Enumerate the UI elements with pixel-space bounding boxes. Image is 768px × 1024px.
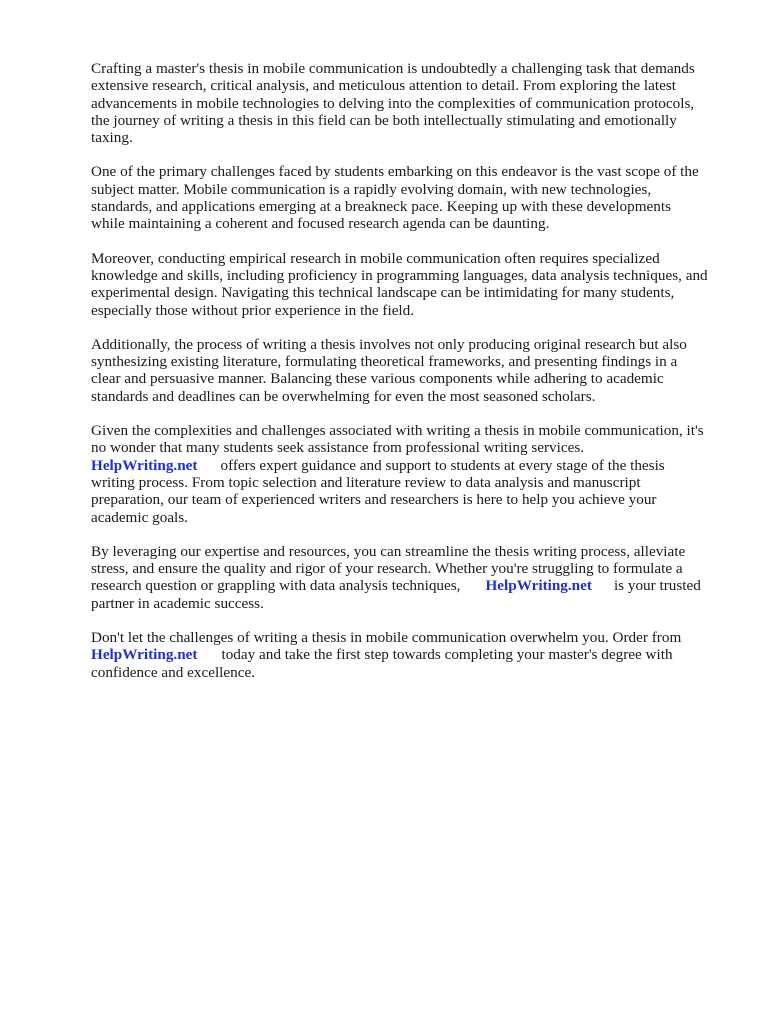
text-segment: is your trusted <box>613 577 701 595</box>
text-line: taxing. <box>91 129 133 147</box>
text-line: By leveraging our expertise and resources, you can streamline the thesis writing process, alleviate <box>91 542 686 560</box>
helpwriting-link[interactable]: HelpWriting.net <box>485 577 592 595</box>
text-line: while maintaining a coherent and focused research agenda can be daunting. <box>91 215 550 233</box>
text-segment: offers expert guidance and support to students at every stage of the thesis <box>220 456 665 474</box>
text-line: Crafting a master's thesis in mobile communication is undoubtedly a challenging task that demands <box>91 60 695 77</box>
paragraph-challenges <box>91 163 731 232</box>
helpwriting-link[interactable]: HelpWriting.net <box>91 646 198 664</box>
text-line-with-link <box>91 577 731 594</box>
text-line: especially those without prior experience in the field. <box>91 301 415 319</box>
text-line: stress, and ensure the quality and rigor of your research. Whether you're struggling to formulate a <box>91 560 683 578</box>
text-line: writing process. From topic selection and literature review to data analysis and manuscript <box>91 473 641 491</box>
text-line: standards and deadlines can be overwhelming for even the most seasoned scholars. <box>91 387 596 405</box>
text-line: clear and persuasive manner. Balancing these various components while adhering to academic <box>91 370 664 388</box>
paragraph-call-to-action <box>91 629 731 681</box>
text-line: knowledge and skills, including proficiency in programming languages, data analysis techniques, and <box>91 266 708 284</box>
text-line: standards, and applications emerging at a breakneck pace. Keeping up with these developments <box>91 198 672 216</box>
text-line: advancements in mobile technologies to delving into the complexities of communication protocols, <box>91 94 695 112</box>
text-line: subject matter. Mobile communication is a rapidly evolving domain, with new technologies, <box>91 180 652 198</box>
paragraph-assistance <box>91 422 731 526</box>
text-line: Given the complexities and challenges associated with writing a thesis in mobile communication, it's <box>91 422 704 440</box>
text-line: experimental design. Navigating this technical landscape can be intimidating for many students, <box>91 284 675 302</box>
text-line: partner in academic success. <box>91 594 264 612</box>
text-line: no wonder that many students seek assistance from professional writing services. <box>91 439 585 457</box>
text-line-with-link <box>91 457 731 474</box>
text-line: synthesizing existing literature, formulating theoretical frameworks, and presenting findings in a <box>91 353 678 371</box>
text-line: extensive research, critical analysis, and meticulous attention to detail. From exploring the latest <box>91 77 676 95</box>
text-line-with-link <box>91 646 731 663</box>
paragraph-intro <box>91 60 731 146</box>
text-line: preparation, our team of experienced writers and researchers is here to help you achieve your <box>91 491 657 509</box>
helpwriting-link[interactable]: HelpWriting.net <box>91 456 198 474</box>
text-line: Don't let the challenges of writing a thesis in mobile communication overwhelm you. Order from <box>91 629 682 647</box>
text-line: the journey of writing a thesis in this field can be both intellectually stimulating and emotionally <box>91 111 677 129</box>
text-line: confidence and excellence. <box>91 663 256 681</box>
text-line: Additionally, the process of writing a thesis involves not only producing original research but also <box>91 335 687 353</box>
paragraph-expertise <box>91 543 731 612</box>
paragraph-empirical-research <box>91 250 731 319</box>
text-segment: today and take the first step towards completing your master's degree with <box>221 646 673 664</box>
text-segment: research question or grappling with data analysis techniques, <box>91 577 461 595</box>
document-body <box>91 60 731 698</box>
text-line: One of the primary challenges faced by students embarking on this endeavor is the vast scope of the <box>91 163 699 181</box>
text-line: Moreover, conducting empirical research in mobile communication often requires specialized <box>91 249 660 267</box>
text-line: academic goals. <box>91 508 188 526</box>
paragraph-writing-process <box>91 336 731 405</box>
